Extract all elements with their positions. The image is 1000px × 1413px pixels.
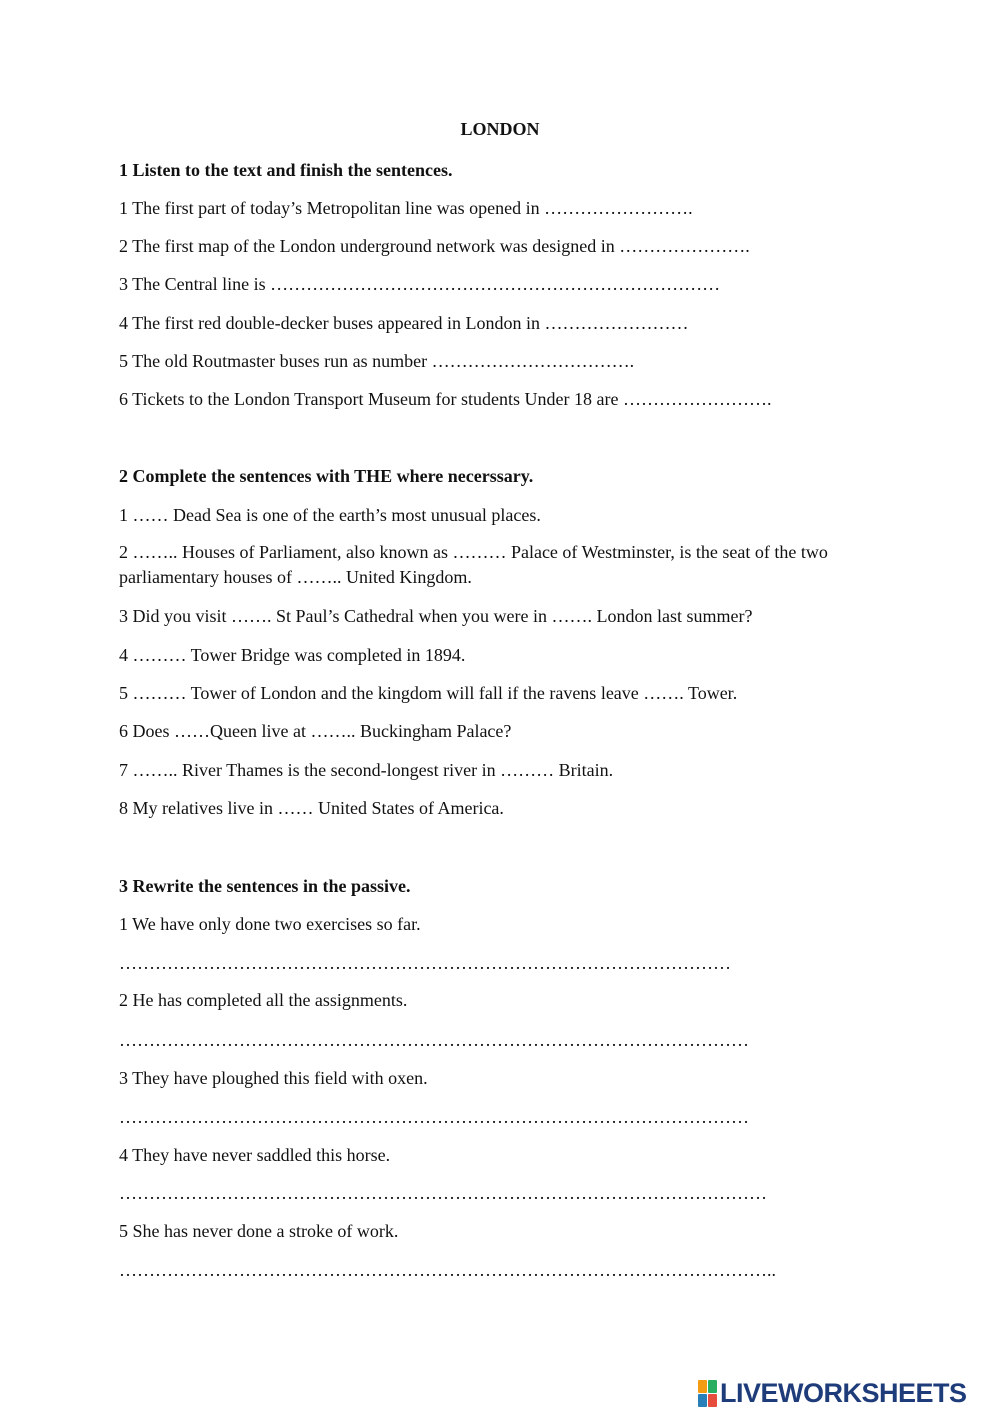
- section-3-heading: 3 Rewrite the sentences in the passive.: [119, 876, 411, 896]
- section-2-item: 6 Does ……Queen live at …….. Buckingham Palace?: [119, 721, 512, 741]
- section-3-answer-line[interactable]: ……………………………………………………………………………………………: [119, 1107, 749, 1127]
- section-3-answer-line[interactable]: ………………………………………………………………………………………………: [119, 1183, 767, 1203]
- section-1-item: 1 The first part of today’s Metropolitan line was opened in …………………….: [119, 198, 693, 218]
- section-2-item: 7 …….. River Thames is the second-longest river in ……… Britain.: [119, 760, 614, 780]
- section-2-item: 4 ……… Tower Bridge was completed in 1894.: [119, 645, 466, 665]
- logo-text: LIVEWORKSHEETS: [720, 1377, 967, 1408]
- liveworksheets-logo: [698, 1378, 967, 1408]
- section-3-answer-line[interactable]: ……………………………………………………………………………………………: [119, 1030, 749, 1050]
- section-1-item: 5 The old Routmaster buses run as number …………………………….: [119, 351, 635, 371]
- liveworksheets-logo-icon: [698, 1380, 717, 1407]
- section-2-item: 3 Did you visit ……. St Paul’s Cathedral when you were in ……. London last summer?: [119, 606, 753, 626]
- section-2-item: 5 ……… Tower of London and the kingdom will fall if the ravens leave ……. Tower.: [119, 683, 738, 703]
- section-1-item: 6 Tickets to the London Transport Museum for students Under 18 are …………………….: [119, 389, 772, 409]
- section-2-heading: 2 Complete the sentences with THE where necerssary.: [119, 466, 534, 486]
- section-2-item: 1 …… Dead Sea is one of the earth’s most unusual places.: [119, 505, 541, 525]
- section-2-item: 2 …….. Houses of Parliament, also known as ……… Palace of Westminster, is the seat of the two parliamentary houses of …….. United Kingdom.: [119, 542, 828, 587]
- section-1-heading: 1 Listen to the text and finish the sentences.: [119, 160, 453, 180]
- section-1-item: 2 The first map of the London underground network was designed in ………………….: [119, 236, 750, 256]
- section-3-sentence: 2 He has completed all the assignments.: [119, 990, 408, 1010]
- section-1-item: 3 The Central line is …………………………………………………………………: [119, 274, 721, 294]
- section-3-sentence: 3 They have ploughed this field with oxen.: [119, 1068, 428, 1088]
- section-3-answer-line[interactable]: ………………………………………………………………………………………………..: [119, 1260, 776, 1280]
- section-2-item: 8 My relatives live in …… United States of America.: [119, 798, 504, 818]
- section-3-sentence: 4 They have never saddled this horse.: [119, 1145, 391, 1165]
- section-3-answer-line[interactable]: …………………………………………………………………………………………: [119, 953, 731, 973]
- page-title: LONDON: [460, 119, 540, 139]
- section-3-sentence: 5 She has never done a stroke of work.: [119, 1221, 399, 1241]
- section-1-item: 4 The first red double-decker buses appeared in London in ……………………: [119, 313, 689, 333]
- section-3-sentence: 1 We have only done two exercises so far.: [119, 914, 421, 934]
